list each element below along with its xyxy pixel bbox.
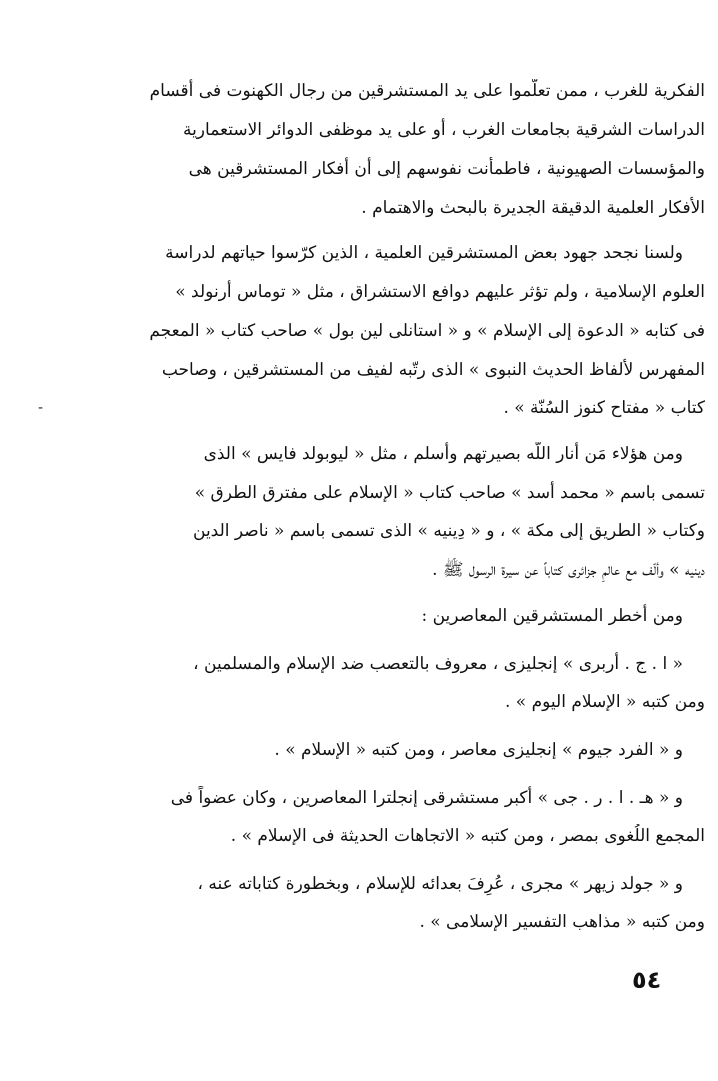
text-line: ومن كتبه « مذاهب التفسير الإسلامى » . — [419, 912, 705, 932]
text-line: و « جولد زيهر » مجرى ، عُرِفَ بعدائه للإسلام ، وبخطورة كتاباته عنه ، — [197, 874, 683, 894]
text-line: ومن كتبه « الإسلام اليوم » . — [504, 692, 705, 712]
text-line: الأفكار العلمية الدقيقة الجديرة بالبحث والاهتمام . — [361, 198, 705, 218]
text-line: تسمى باسم « محمد أسد » صاحب كتاب « الإسلام على مفترق الطرق » — [194, 483, 705, 503]
text-line: المفهرس لألفاظ الحديث النبوى » الذى رتّبه لفيف من المستشرقين ، وصاحب — [161, 360, 705, 380]
text-line: الدراسات الشرقية بجامعات الغرب ، أو على يد موظفى الدوائر الاستعمارية — [182, 120, 705, 140]
text-line: ولسنا نجحد جهود بعض المستشرقين العلمية ، الذين كرّسوا حياتهم لدراسة — [165, 243, 683, 263]
margin-mark: - — [38, 400, 44, 416]
text-line: المجمع اللُغوى بمصر ، ومن كتبه « الاتجاهات الحديثة فى الإسلام » . — [230, 826, 705, 846]
text-line: دينيه » وألّف مع عالمٍ جزائرى كتاباً عن سيرة الرسول ﷺ . — [432, 560, 705, 580]
text-line: العلوم الإسلامية ، ولم تؤثر عليهم دوافع الاستشراق ، مثل « توماس أرنولد » — [175, 282, 705, 302]
text-line: والمؤسسات الصهيونية ، فاطمأنت نفوسهم إلى أن أفكار المستشرقين هى — [188, 159, 705, 179]
text-line: وكتاب « الطريق إلى مكة » ، و « دِينيه » الذى تسمى باسم « ناصر الدين — [193, 521, 705, 541]
text-line: فى كتابه « الدعوة إلى الإسلام » و « استانلى لين بول » صاحب كتاب « المعجم — [149, 321, 705, 341]
text-line: الفكرية للغرب ، ممن تعلّموا على يد المستشرقين من رجال الكهنوت فى أقسام — [149, 81, 705, 101]
text-line: و « هـ . ا . ر . جى » أكبر مستشرقى إنجلترا المعاصرين ، وكان عضواً فى — [170, 788, 683, 808]
text-line: ومن هؤلاء مَن أنار اللّه بصيرتهم وأسلم ، مثل « ليوبولد فايس » الذى — [203, 444, 683, 464]
text-line: « ا . ج . أربرى » إنجليزى ، معروف بالتعصب ضد الإسلام والمسلمين ، — [193, 654, 683, 674]
text-line: و « الفرد جيوم » إنجليزى معاصر ، ومن كتبه « الإسلام » . — [274, 740, 683, 760]
text-line: ومن أخطر المستشرقين المعاصرين : — [421, 606, 683, 626]
text-line: كتاب « مفتاح كنوز السُنّة » . — [503, 398, 705, 418]
page-number: ٥٤ — [632, 966, 662, 994]
